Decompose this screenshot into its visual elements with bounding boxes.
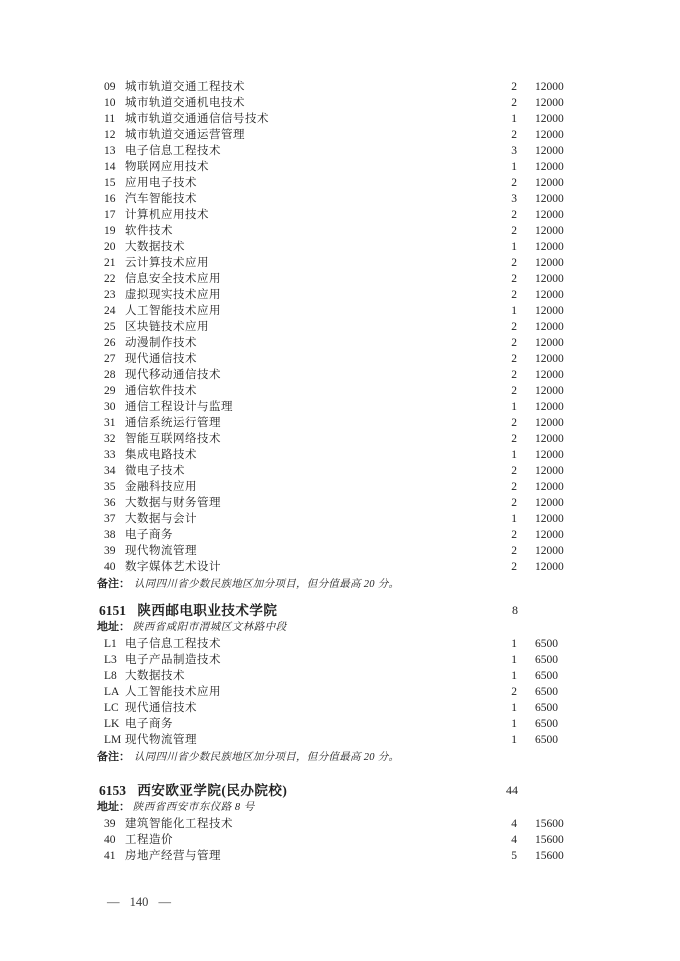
- major-name: 人工智能技术应用: [125, 686, 221, 698]
- major-code: 36: [104, 497, 116, 509]
- major-name: 云计算技术应用: [125, 257, 209, 269]
- major-code: 33: [104, 449, 116, 461]
- major-row: [0, 848, 680, 864]
- major-plan-count: 2: [511, 529, 517, 541]
- major-tuition-fee: 12000: [535, 161, 564, 173]
- major-row: [0, 431, 680, 447]
- school-section: [0, 782, 680, 864]
- major-plan-count: 1: [511, 638, 517, 650]
- major-plan-count: 2: [511, 81, 517, 93]
- major-plan-count: 1: [511, 670, 517, 682]
- school-plan-total: 44: [506, 783, 518, 797]
- major-name: 区块链技术应用: [125, 321, 209, 333]
- major-tuition-fee: 6500: [535, 670, 558, 682]
- major-name: 城市轨道交通工程技术: [125, 81, 245, 93]
- major-name: 智能互联网络技术: [125, 433, 221, 445]
- major-row: [0, 527, 680, 543]
- school-section: [0, 602, 680, 764]
- major-code: 14: [104, 161, 116, 173]
- major-plan-count: 2: [511, 97, 517, 109]
- major-name: 电子信息工程技术: [125, 638, 221, 650]
- major-row: [0, 732, 680, 748]
- major-row: [0, 303, 680, 319]
- major-tuition-fee: 12000: [535, 465, 564, 477]
- major-name: 信息安全技术应用: [125, 273, 221, 285]
- major-plan-count: 1: [511, 241, 517, 253]
- major-code: 23: [104, 289, 116, 301]
- major-name: 电子产品制造技术: [125, 654, 221, 666]
- major-name: 金融科技应用: [125, 481, 197, 493]
- major-name: 电子商务: [125, 529, 173, 541]
- major-code: L1: [104, 638, 117, 650]
- major-tuition-fee: 12000: [535, 257, 564, 269]
- major-plan-count: 2: [511, 129, 517, 141]
- major-code: 11: [104, 113, 116, 125]
- major-tuition-fee: 12000: [535, 129, 564, 141]
- major-tuition-fee: 12000: [535, 145, 564, 157]
- major-plan-count: 2: [511, 465, 517, 477]
- major-row: [0, 684, 680, 700]
- major-tuition-fee: 6500: [535, 638, 558, 650]
- major-tuition-fee: 12000: [535, 241, 564, 253]
- major-row: [0, 399, 680, 415]
- major-row: [0, 367, 680, 383]
- major-name: 计算机应用技术: [125, 209, 209, 221]
- major-row: [0, 287, 680, 303]
- major-code: LM: [104, 734, 122, 746]
- major-tuition-fee: 12000: [535, 481, 564, 493]
- major-name: 房地产经营与管理: [125, 850, 221, 862]
- major-tuition-fee: 12000: [535, 321, 564, 333]
- school-section: [0, 79, 680, 591]
- major-list: [0, 636, 680, 748]
- major-row: [0, 383, 680, 399]
- major-plan-count: 2: [511, 257, 517, 269]
- major-tuition-fee: 6500: [535, 686, 558, 698]
- school-header: [0, 602, 680, 619]
- major-tuition-fee: 12000: [535, 209, 564, 221]
- major-row: [0, 79, 680, 95]
- school-code: 6151: [99, 603, 126, 618]
- major-plan-count: 3: [511, 193, 517, 205]
- major-tuition-fee: 12000: [535, 545, 564, 557]
- major-code: 22: [104, 273, 116, 285]
- major-row: [0, 127, 680, 143]
- major-tuition-fee: 12000: [535, 417, 564, 429]
- major-code: 26: [104, 337, 116, 349]
- page-footer: [97, 895, 181, 909]
- major-plan-count: 3: [511, 145, 517, 157]
- major-row: [0, 495, 680, 511]
- major-tuition-fee: 12000: [535, 449, 564, 461]
- major-name: 建筑智能化工程技术: [125, 818, 233, 830]
- major-tuition-fee: 6500: [535, 734, 558, 746]
- major-name: 城市轨道交通机电技术: [125, 97, 245, 109]
- major-name: 现代物流管理: [125, 734, 197, 746]
- remark-label: 备注：: [97, 578, 130, 590]
- major-name: 虚拟现实技术应用: [125, 289, 221, 301]
- major-name: 工程造价: [125, 834, 173, 846]
- major-tuition-fee: 12000: [535, 97, 564, 109]
- major-row: [0, 239, 680, 255]
- major-name: 现代物流管理: [125, 545, 197, 557]
- major-name: 软件技术: [125, 225, 173, 237]
- major-row: [0, 479, 680, 495]
- major-code: 12: [104, 129, 116, 141]
- school-address-row: [0, 799, 680, 816]
- major-tuition-fee: 12000: [535, 497, 564, 509]
- major-row: [0, 415, 680, 431]
- major-code: 20: [104, 241, 116, 253]
- major-name: 大数据与财务管理: [125, 497, 221, 509]
- major-name: 现代移动通信技术: [125, 369, 221, 381]
- major-code: LA: [104, 686, 120, 698]
- major-row: [0, 716, 680, 732]
- major-plan-count: 2: [511, 417, 517, 429]
- major-name: 动漫制作技术: [125, 337, 197, 349]
- major-row: [0, 511, 680, 527]
- major-code: 34: [104, 465, 116, 477]
- major-row: [0, 95, 680, 111]
- major-row: [0, 652, 680, 668]
- major-tuition-fee: 12000: [535, 337, 564, 349]
- major-tuition-fee: 12000: [535, 81, 564, 93]
- major-code: 30: [104, 401, 116, 413]
- major-code: 40: [104, 561, 116, 573]
- major-name: 大数据技术: [125, 241, 185, 253]
- major-list: [0, 816, 680, 864]
- major-tuition-fee: 12000: [535, 529, 564, 541]
- major-tuition-fee: 15600: [535, 850, 564, 862]
- major-tuition-fee: 12000: [535, 273, 564, 285]
- major-row: [0, 816, 680, 832]
- major-code: L3: [104, 654, 117, 666]
- major-row: [0, 543, 680, 559]
- major-code: LK: [104, 718, 120, 730]
- remark-row: [0, 575, 680, 591]
- major-name: 通信软件技术: [125, 385, 197, 397]
- major-plan-count: 2: [511, 686, 517, 698]
- major-name: 通信系统运行管理: [125, 417, 221, 429]
- major-row: [0, 143, 680, 159]
- major-name: 城市轨道交通通信信号技术: [125, 113, 269, 125]
- major-plan-count: 2: [511, 289, 517, 301]
- major-code: 41: [104, 850, 116, 862]
- major-plan-count: 2: [511, 481, 517, 493]
- major-tuition-fee: 15600: [535, 834, 564, 846]
- major-code: 19: [104, 225, 116, 237]
- major-code: 10: [104, 97, 116, 109]
- major-plan-count: 2: [511, 273, 517, 285]
- major-row: [0, 559, 680, 575]
- major-plan-count: 2: [511, 209, 517, 221]
- major-name: 集成电路技术: [125, 449, 197, 461]
- major-code: 29: [104, 385, 116, 397]
- major-code: 28: [104, 369, 116, 381]
- major-plan-count: 2: [511, 337, 517, 349]
- address-label: 地址：: [97, 621, 130, 633]
- major-tuition-fee: 6500: [535, 718, 558, 730]
- major-plan-count: 2: [511, 545, 517, 557]
- major-code: 21: [104, 257, 116, 269]
- major-code: 39: [104, 818, 116, 830]
- major-code: 27: [104, 353, 116, 365]
- school-code: 6153: [99, 783, 126, 798]
- major-code: 24: [104, 305, 116, 317]
- school-name: 西安欧亚学院(民办院校): [137, 783, 288, 798]
- major-name: 微电子技术: [125, 465, 185, 477]
- address-label: 地址：: [97, 801, 130, 813]
- major-plan-count: 2: [511, 497, 517, 509]
- major-row: [0, 207, 680, 223]
- major-code: 32: [104, 433, 116, 445]
- major-tuition-fee: 12000: [535, 433, 564, 445]
- address-text: 陕西省西安市东仪路 8 号: [132, 802, 255, 813]
- major-name: 物联网应用技术: [125, 161, 209, 173]
- major-plan-count: 5: [511, 850, 517, 862]
- major-name: 电子商务: [125, 718, 173, 730]
- major-code: 17: [104, 209, 116, 221]
- major-name: 电子信息工程技术: [125, 145, 221, 157]
- major-row: [0, 111, 680, 127]
- page-number: — 140 —: [107, 895, 171, 909]
- major-plan-count: 2: [511, 353, 517, 365]
- major-row: [0, 636, 680, 652]
- remark-label: 备注：: [97, 751, 130, 763]
- major-row: [0, 271, 680, 287]
- major-row: [0, 832, 680, 848]
- major-plan-count: 1: [511, 702, 517, 714]
- major-code: 16: [104, 193, 116, 205]
- major-row: [0, 223, 680, 239]
- major-tuition-fee: 12000: [535, 513, 564, 525]
- major-tuition-fee: 12000: [535, 561, 564, 573]
- major-row: [0, 159, 680, 175]
- major-code: L8: [104, 670, 117, 682]
- major-code: 38: [104, 529, 116, 541]
- major-row: [0, 447, 680, 463]
- school-address-row: [0, 619, 680, 636]
- major-code: 25: [104, 321, 116, 333]
- major-plan-count: 2: [511, 225, 517, 237]
- major-name: 人工智能技术应用: [125, 305, 221, 317]
- major-row: [0, 255, 680, 271]
- address-text: 陕西省咸阳市渭城区文林路中段: [132, 622, 287, 633]
- major-row: [0, 175, 680, 191]
- major-plan-count: 2: [511, 433, 517, 445]
- major-plan-count: 4: [511, 818, 517, 830]
- school-plan-total: 8: [512, 603, 518, 617]
- major-name: 大数据与会计: [125, 513, 197, 525]
- major-tuition-fee: 12000: [535, 113, 564, 125]
- major-row: [0, 319, 680, 335]
- major-tuition-fee: 15600: [535, 818, 564, 830]
- major-code: 13: [104, 145, 116, 157]
- major-tuition-fee: 6500: [535, 702, 558, 714]
- major-code: 37: [104, 513, 116, 525]
- major-plan-count: 2: [511, 177, 517, 189]
- major-tuition-fee: 12000: [535, 305, 564, 317]
- major-code: 31: [104, 417, 116, 429]
- major-plan-count: 2: [511, 369, 517, 381]
- major-plan-count: 2: [511, 561, 517, 573]
- major-code: LC: [104, 702, 119, 714]
- major-plan-count: 2: [511, 321, 517, 333]
- major-code: 09: [104, 81, 116, 93]
- major-plan-count: 1: [511, 401, 517, 413]
- major-tuition-fee: 12000: [535, 193, 564, 205]
- major-name: 现代通信技术: [125, 353, 197, 365]
- major-row: [0, 351, 680, 367]
- major-tuition-fee: 12000: [535, 289, 564, 301]
- major-tuition-fee: 12000: [535, 385, 564, 397]
- major-plan-count: 1: [511, 654, 517, 666]
- major-name: 现代通信技术: [125, 702, 197, 714]
- remark-row: [0, 748, 680, 764]
- school-header: [0, 782, 680, 799]
- major-code: 40: [104, 834, 116, 846]
- major-tuition-fee: 12000: [535, 401, 564, 413]
- major-name: 应用电子技术: [125, 177, 197, 189]
- major-plan-count: 2: [511, 385, 517, 397]
- major-name: 通信工程设计与监理: [125, 401, 233, 413]
- major-row: [0, 700, 680, 716]
- major-row: [0, 191, 680, 207]
- major-code: 39: [104, 545, 116, 557]
- major-row: [0, 668, 680, 684]
- major-name: 大数据技术: [125, 670, 185, 682]
- remark-text: 认同四川省少数民族地区加分项目，但分值最高 20 分。: [134, 579, 400, 590]
- major-plan-count: 1: [511, 113, 517, 125]
- major-name: 数字媒体艺术设计: [125, 561, 221, 573]
- major-code: 35: [104, 481, 116, 493]
- major-tuition-fee: 12000: [535, 353, 564, 365]
- major-plan-count: 1: [511, 718, 517, 730]
- major-name: 汽车智能技术: [125, 193, 197, 205]
- major-plan-count: 1: [511, 161, 517, 173]
- major-tuition-fee: 12000: [535, 225, 564, 237]
- remark-text: 认同四川省少数民族地区加分项目，但分值最高 20 分。: [134, 752, 400, 763]
- major-tuition-fee: 12000: [535, 369, 564, 381]
- major-tuition-fee: 12000: [535, 177, 564, 189]
- major-row: [0, 335, 680, 351]
- major-row: [0, 463, 680, 479]
- major-plan-count: 4: [511, 834, 517, 846]
- major-name: 城市轨道交通运营管理: [125, 129, 245, 141]
- major-tuition-fee: 6500: [535, 654, 558, 666]
- major-plan-count: 1: [511, 305, 517, 317]
- major-plan-count: 1: [511, 734, 517, 746]
- school-name: 陕西邮电职业技术学院: [137, 603, 278, 618]
- major-plan-count: 1: [511, 449, 517, 461]
- major-code: 15: [104, 177, 116, 189]
- major-list: [0, 79, 680, 575]
- major-plan-count: 1: [511, 513, 517, 525]
